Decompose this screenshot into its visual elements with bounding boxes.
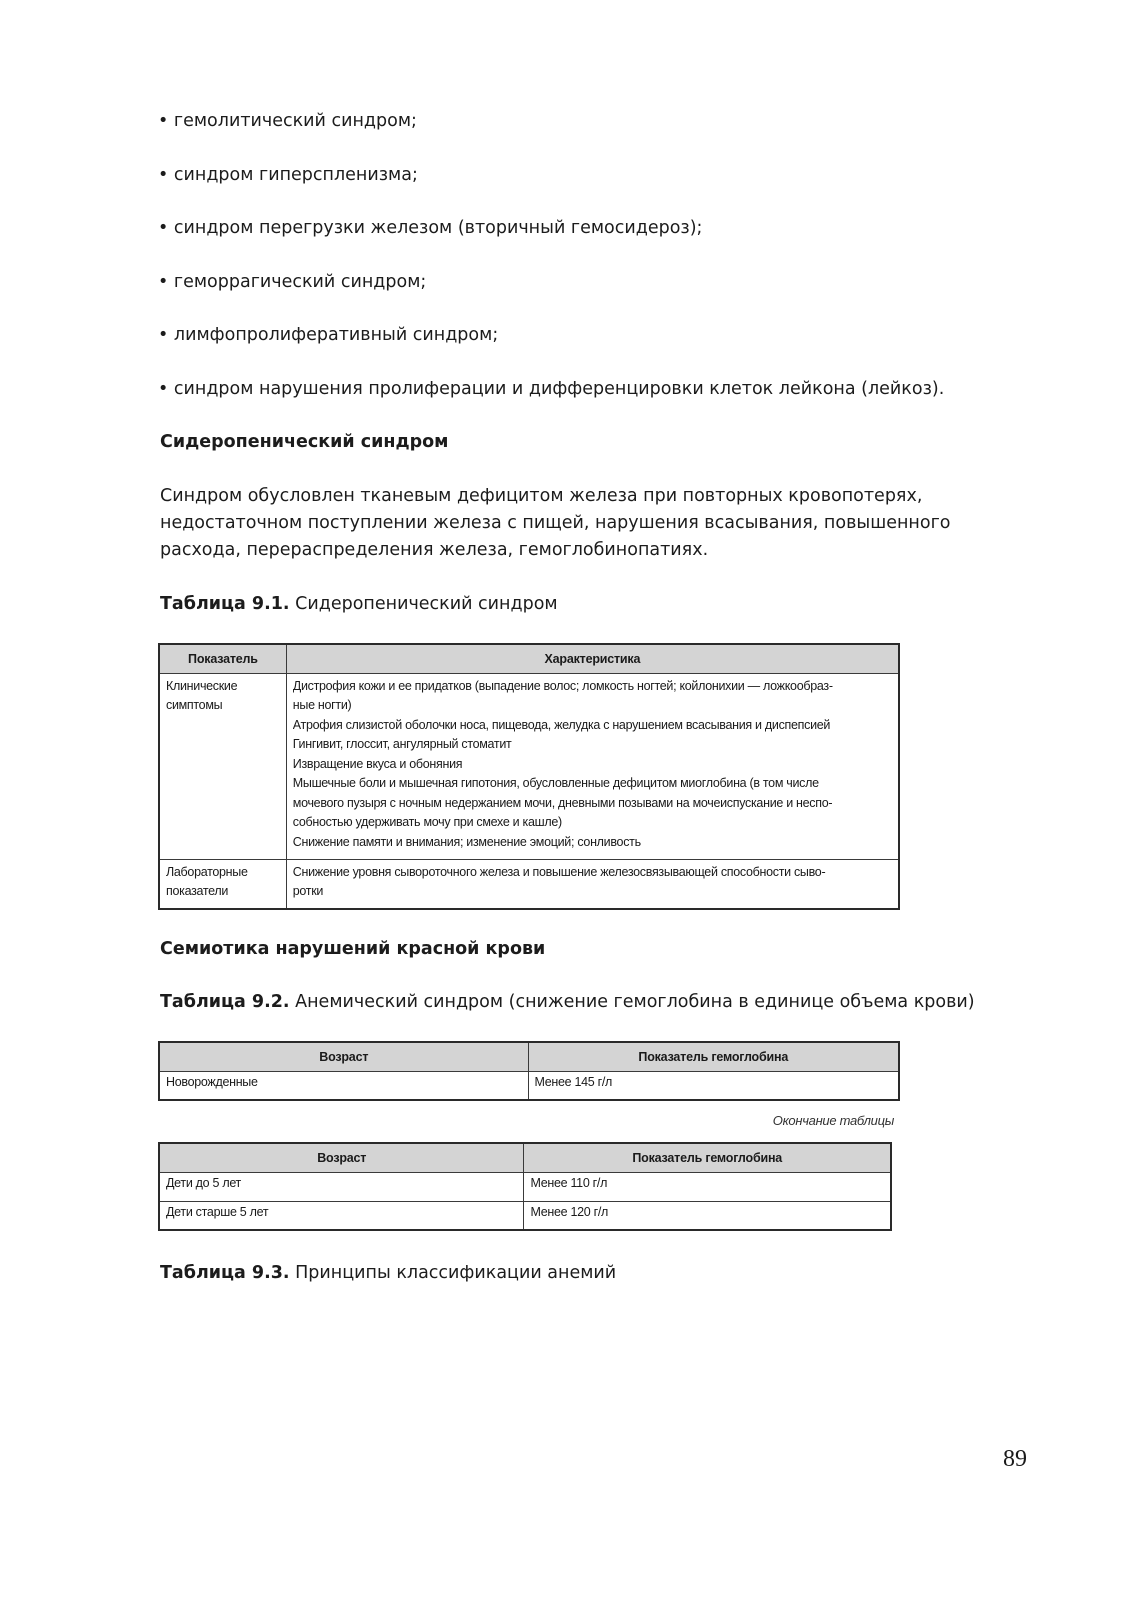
table-header-row [159,644,899,673]
table-header-cell: Возраст [159,1143,524,1172]
bullet-item: • синдром гиперспленизма; [158,165,418,185]
cell-text: Снижение памяти и внимания; изменение эмоций; сонливость [292,834,641,849]
table-cell-label [159,859,286,909]
table-row [159,859,899,909]
cell-text: собностью удерживать мочу при смехе и кашле) [292,815,562,829]
bullet-item: • гемолитический синдром; [158,111,417,131]
cell-text: Клинические [166,678,238,693]
bullet-item: • геморрагический синдром; [158,272,427,292]
table-cell: Менее 110 г/л [524,1172,891,1201]
table-caption-label: Таблица 9.1. [160,594,290,614]
cell-text: ные ногти) [292,698,352,712]
cell-text: Извращение вкуса и обоняния [292,756,463,771]
table-anemia-continued [158,1142,892,1231]
table-caption-text: Сидеропенический синдром [289,594,558,614]
table-caption [160,593,558,615]
table-row [159,673,899,859]
table-caption [160,1262,616,1284]
table-caption-label: Таблица 9.3. [160,1263,290,1283]
cell-text: симптомы [166,698,223,712]
cell-text: мочевого пузыря с ночным недержанием мочи, дневными позывами на мочеиспускание и неспо- [292,795,833,810]
paragraph-line: расхода, перераспределения железа, гемоглобинопатиях. [160,540,709,560]
cell-text: Гингивит, глоссит, ангулярный стоматит [292,737,512,751]
page-number: 89 [1003,1446,1027,1472]
table-row [159,1172,891,1201]
cell-text: Мышечные боли и мышечная гипотония, обусловленные дефицитом миоглобина (в том числе [292,776,819,790]
cell-text: ротки [292,884,324,898]
section-paragraph [160,483,990,564]
table-cell: Дети до 5 лет [159,1172,524,1201]
table-header-row [159,1143,891,1172]
bullet-item: • синдром перегрузки железом (вторичный гемосидероз); [158,218,703,238]
table-cell-label [159,673,286,859]
table-caption [160,991,975,1013]
table-sideropenic [158,643,900,910]
cell-text: Снижение уровня сывороточного железа и повышение железосвязывающей способности сыво- [292,864,826,879]
table-header-row [159,1042,899,1071]
table-row [159,1071,899,1100]
table-header-cell: Возраст [159,1042,528,1071]
table-cell: Менее 120 г/л [524,1201,891,1230]
table-cell: Дети старше 5 лет [159,1201,524,1230]
bullet-item: • лимфопролиферативный синдром; [158,325,499,345]
table-header-cell: Характеристика [286,644,899,673]
table-header-cell: Показатель гемоглобина [524,1143,891,1172]
table-continuation-note: Окончание таблицы [772,1113,894,1128]
section-heading-red-blood: Семиотика нарушений красной крови [160,939,546,959]
bullet-item: • синдром нарушения пролиферации и дифференцировки клеток лейкона (лейкоз). [158,379,945,399]
cell-text: Лабораторные [166,864,248,879]
table-caption-text: Принципы классификации анемий [289,1263,617,1283]
table-anemia [158,1041,900,1101]
cell-text: показатели [166,884,229,898]
cell-text: Дистрофия кожи и ее придатков (выпадение волос; ломкость ногтей; койлонихии — ложкообраз- [292,678,833,693]
table-caption-label: Таблица 9.2. [160,992,290,1012]
table-caption-text: Анемический синдром (снижение гемоглобина в единице объема крови) [289,992,975,1012]
table-cell: Новорожденные [159,1071,528,1100]
table-cell-value [286,673,899,859]
table-cell: Менее 145 г/л [528,1071,899,1100]
paragraph-line: Синдром обусловлен тканевым дефицитом железа при повторных кровопотерях, [160,486,923,506]
paragraph-line: недостаточном поступлении железа с пищей, нарушения всасывания, повышенного [160,513,951,533]
table-header-cell: Показатель гемоглобина [528,1042,899,1071]
table-cell-value [286,859,899,909]
section-heading-sideropenic: Сидеропенический синдром [160,432,449,452]
table-header-cell: Показатель [159,644,286,673]
cell-text: Атрофия слизистой оболочки носа, пищевода, желудка с нарушением всасывания и диспепсией [292,717,831,732]
table-row [159,1201,891,1230]
